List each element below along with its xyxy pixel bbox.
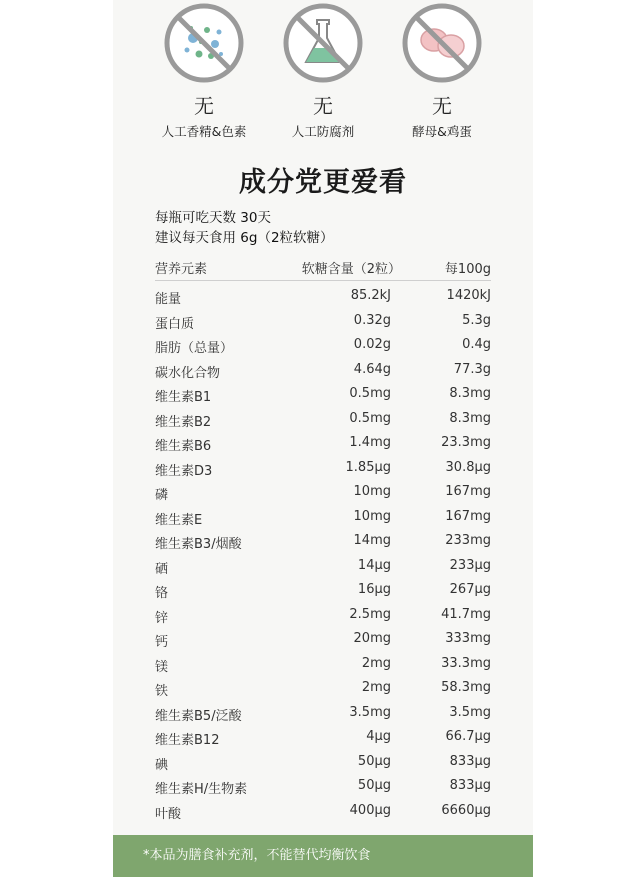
nutrient-name: 能量 bbox=[155, 292, 182, 307]
nutrient-name: 脂肪（总量） bbox=[155, 341, 234, 356]
per-100g-value: 3.5mg bbox=[449, 704, 491, 720]
per-serving-value: 1.85μg bbox=[345, 459, 391, 475]
badge-heading: 无 bbox=[194, 94, 214, 118]
per-serving-value: 10mg bbox=[353, 508, 391, 524]
per-100g-value: 233mg bbox=[445, 533, 491, 548]
per-serving-value: 3.5mg bbox=[349, 704, 391, 720]
nutrient-name: 叶酸 bbox=[155, 806, 182, 822]
table-row bbox=[155, 603, 491, 628]
table-row bbox=[155, 382, 491, 407]
badge-label: 人工香精&色素 bbox=[161, 124, 247, 139]
nutrient-name: 维生素B2 bbox=[155, 414, 212, 430]
nutrient-name: 碳水化合物 bbox=[155, 365, 221, 381]
nutrient-name: 铬 bbox=[155, 586, 169, 601]
header-per-100g: 每100g bbox=[444, 262, 491, 277]
nutrient-name: 维生素B5/泛酸 bbox=[155, 708, 242, 724]
per-serving-value: 400μg bbox=[349, 802, 391, 818]
per-serving-value: 0.5mg bbox=[349, 386, 391, 401]
per-serving-value: 50μg bbox=[357, 778, 391, 793]
per-serving-value: 2.5mg bbox=[349, 606, 391, 622]
per-serving-value: 0.02g bbox=[353, 337, 391, 352]
per-serving-value: 0.5mg bbox=[349, 410, 391, 426]
table-row bbox=[155, 578, 491, 603]
per-100g-value: 8.3mg bbox=[449, 410, 491, 426]
table-row bbox=[155, 725, 491, 750]
nutrient-name: 维生素E bbox=[155, 512, 203, 528]
per-serving-value: 14μg bbox=[357, 557, 391, 573]
badge-no-yeast-egg bbox=[382, 0, 502, 140]
table-row bbox=[155, 431, 491, 456]
egg-no-icon bbox=[401, 2, 483, 84]
table-row bbox=[155, 333, 491, 358]
nutrient-name: 维生素B12 bbox=[155, 733, 220, 748]
per-100g-value: 77.3g bbox=[453, 361, 491, 377]
nutrient-name: 维生素D3 bbox=[155, 463, 213, 479]
bacteria-no-icon bbox=[163, 2, 245, 84]
nutrient-name: 维生素H/生物素 bbox=[155, 782, 248, 797]
table-row bbox=[155, 774, 491, 799]
badge-label: 酵母&鸡蛋 bbox=[412, 124, 472, 139]
per-serving-value: 2mg bbox=[361, 680, 391, 695]
per-serving-value: 85.2kJ bbox=[350, 288, 391, 303]
nutrition-table-body bbox=[155, 284, 491, 823]
per-serving-value: 10mg bbox=[353, 484, 391, 499]
table-row bbox=[155, 750, 491, 775]
per-100g-value: 66.7μg bbox=[445, 729, 491, 744]
nutrient-name: 维生素B6 bbox=[155, 439, 212, 454]
badge-no-artificial-flavor bbox=[144, 0, 264, 140]
per-100g-value: 33.3mg bbox=[441, 655, 491, 671]
badge-heading: 无 bbox=[313, 94, 333, 118]
per-100g-value: 0.4g bbox=[462, 337, 491, 352]
badge-label: 人工防腐剂 bbox=[291, 124, 355, 139]
per-100g-value: 167mg bbox=[445, 484, 491, 499]
nutrient-name: 钙 bbox=[155, 635, 169, 650]
nutrient-name: 维生素B3/烟酸 bbox=[155, 537, 242, 552]
table-row bbox=[155, 701, 491, 726]
badge-no-preservatives bbox=[263, 0, 383, 140]
per-serving-value: 50μg bbox=[357, 753, 391, 769]
per-100g-value: 233μg bbox=[449, 557, 491, 573]
per-serving-value: 16μg bbox=[357, 582, 391, 597]
table-row bbox=[155, 554, 491, 579]
per-100g-value: 833μg bbox=[449, 778, 491, 793]
table-row bbox=[155, 676, 491, 701]
per-100g-value: 30.8μg bbox=[445, 459, 491, 475]
disclaimer-footer: *本品为膳食补充剂，不能替代均衡饮食 bbox=[113, 835, 533, 877]
header-nutrient: 营养元素 bbox=[155, 262, 208, 277]
per-serving-value: 1.4mg bbox=[349, 435, 391, 450]
serving-summary bbox=[155, 208, 334, 248]
per-100g-value: 333mg bbox=[445, 631, 491, 646]
per-100g-value: 8.3mg bbox=[449, 386, 491, 401]
per-serving-value: 20mg bbox=[353, 631, 391, 646]
page-title: 成分党更爱看 bbox=[239, 167, 407, 198]
nutrient-name: 碘 bbox=[155, 757, 169, 773]
nutrient-name: 铁 bbox=[155, 684, 169, 699]
flask-no-icon bbox=[282, 2, 364, 84]
per-100g-value: 6660μg bbox=[441, 802, 491, 818]
table-row bbox=[155, 652, 491, 677]
days-per-bottle: 每瓶可吃天数 30天 bbox=[155, 210, 271, 226]
table-row bbox=[155, 627, 491, 652]
nutrient-name: 镁 bbox=[155, 659, 169, 675]
per-serving-value: 2mg bbox=[361, 655, 391, 671]
table-row bbox=[155, 358, 491, 383]
table-row bbox=[155, 480, 491, 505]
per-serving-value: 4μg bbox=[366, 729, 391, 744]
table-row bbox=[155, 799, 491, 824]
badge-heading: 无 bbox=[432, 94, 452, 118]
nutrient-name: 硒 bbox=[155, 561, 169, 577]
per-100g-value: 1420kJ bbox=[446, 288, 491, 303]
table-row bbox=[155, 309, 491, 334]
table-row bbox=[155, 529, 491, 554]
per-100g-value: 167mg bbox=[445, 508, 491, 524]
per-serving-value: 14mg bbox=[353, 533, 391, 548]
free-from-badges bbox=[113, 0, 533, 150]
per-100g-value: 5.3g bbox=[462, 312, 491, 328]
per-100g-value: 23.3mg bbox=[441, 435, 491, 450]
nutrition-table-header bbox=[155, 258, 491, 281]
table-row bbox=[155, 284, 491, 309]
nutrient-name: 锌 bbox=[155, 610, 169, 626]
nutrient-name: 蛋白质 bbox=[155, 316, 195, 332]
per-100g-value: 267μg bbox=[449, 582, 491, 597]
per-100g-value: 833μg bbox=[449, 753, 491, 769]
table-row bbox=[155, 505, 491, 530]
per-serving-value: 0.32g bbox=[353, 312, 391, 328]
nutrient-name: 磷 bbox=[155, 488, 169, 503]
per-serving-value: 4.64g bbox=[353, 361, 391, 377]
header-per-serving: 软糖含量（2粒） bbox=[301, 262, 401, 277]
per-100g-value: 41.7mg bbox=[441, 606, 491, 622]
daily-serving: 建议每天食用 6g（2粒软糖） bbox=[155, 230, 334, 246]
table-row bbox=[155, 407, 491, 432]
per-100g-value: 58.3mg bbox=[441, 680, 491, 695]
nutrient-name: 维生素B1 bbox=[155, 390, 212, 405]
table-row bbox=[155, 456, 491, 481]
